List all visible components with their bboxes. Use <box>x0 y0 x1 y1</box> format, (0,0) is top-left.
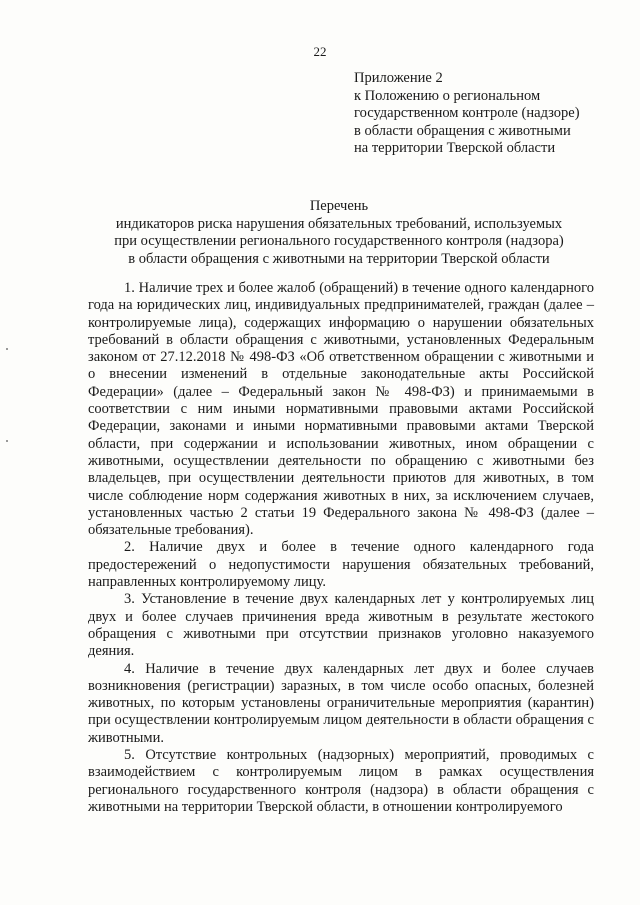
paragraph-1: 1. Наличие трех и более жалоб (обращений) в течение одного календарного года на юридических лиц, индивидуальных предпринимателей, граждан (далее – контролируемые лица), содержащих информацию о нарушении обязательных требований в области обращения с животными, установленных Федеральным законом от 27.12.2018 № 498-ФЗ «Об ответственном обращении с животными и о внесении изменений в отдельные законодательные акты Российской Федерации» (далее – Федеральный закон № 498-ФЗ) и принимаемыми в соответствии с ним иными нормативными правовыми актами Российской Федерации, законами и иными нормативными правовыми актами Тверской области, при содержании и использовании животных, ином обращении с животными, осуществлении деятельности по обращению с животными без владельцев, при осуществлении деятельности приютов для животных, в том числе соблюдение норм содержания животных в них, за исключением случаев, установленных частью 2 статьи 19 Федерального закона № 498-ФЗ (далее – обязательные требования). <box>88 280 594 539</box>
margin-mark <box>6 440 8 442</box>
title-line: при осуществлении регионального государственного контроля (надзора) <box>114 233 564 249</box>
appendix-line: государственном контроле (надзоре) <box>354 105 580 121</box>
title-line: Перечень <box>309 198 369 214</box>
page-number: 22 <box>313 44 327 59</box>
appendix-line: к Положению о региональном <box>354 87 541 104</box>
title-line: в области обращения с животными на территории Тверской области <box>128 250 550 267</box>
paragraph-4: 4. Наличие в течение двух календарных лет двух и более случаев возникновения (регистрации) заразных, в том числе особо опасных, болезней животных, по которым установлены ограничительные мероприятия (карантин) при осуществлении контролируемым лицом деятельности в области обращения с животными. <box>88 660 594 746</box>
paragraph-3: 3. Установление в течение двух календарных лет у контролируемых лиц двух и более случаев причинения вреда животным в результате жестокого обращения с животными при отсутствии признаков уголовно наказуемого деяния. <box>88 591 594 660</box>
appendix-header <box>354 70 614 158</box>
document-body <box>88 280 594 816</box>
document-title <box>88 198 590 268</box>
appendix-line: Приложение 2 <box>354 70 443 86</box>
paragraph-2: 2. Наличие двух и более в течение одного календарного года предостережений о недопустимости нарушения обязательных требований, направленных контролируемому лицу. <box>88 539 594 591</box>
margin-mark <box>6 348 8 350</box>
paragraph-5: 5. Отсутствие контрольных (надзорных) мероприятий, проводимых с взаимодействием с контролируемым лицом в рамках осуществления регионального государственного контроля (надзора) в области обращения с животными на территории Тверской области, в отношении контролируемого <box>88 747 594 815</box>
title-line: индикаторов риска нарушения обязательных требований, используемых <box>115 215 563 232</box>
appendix-line: в области обращения с животными <box>354 122 571 139</box>
appendix-line: на территории Тверской области <box>354 140 556 156</box>
